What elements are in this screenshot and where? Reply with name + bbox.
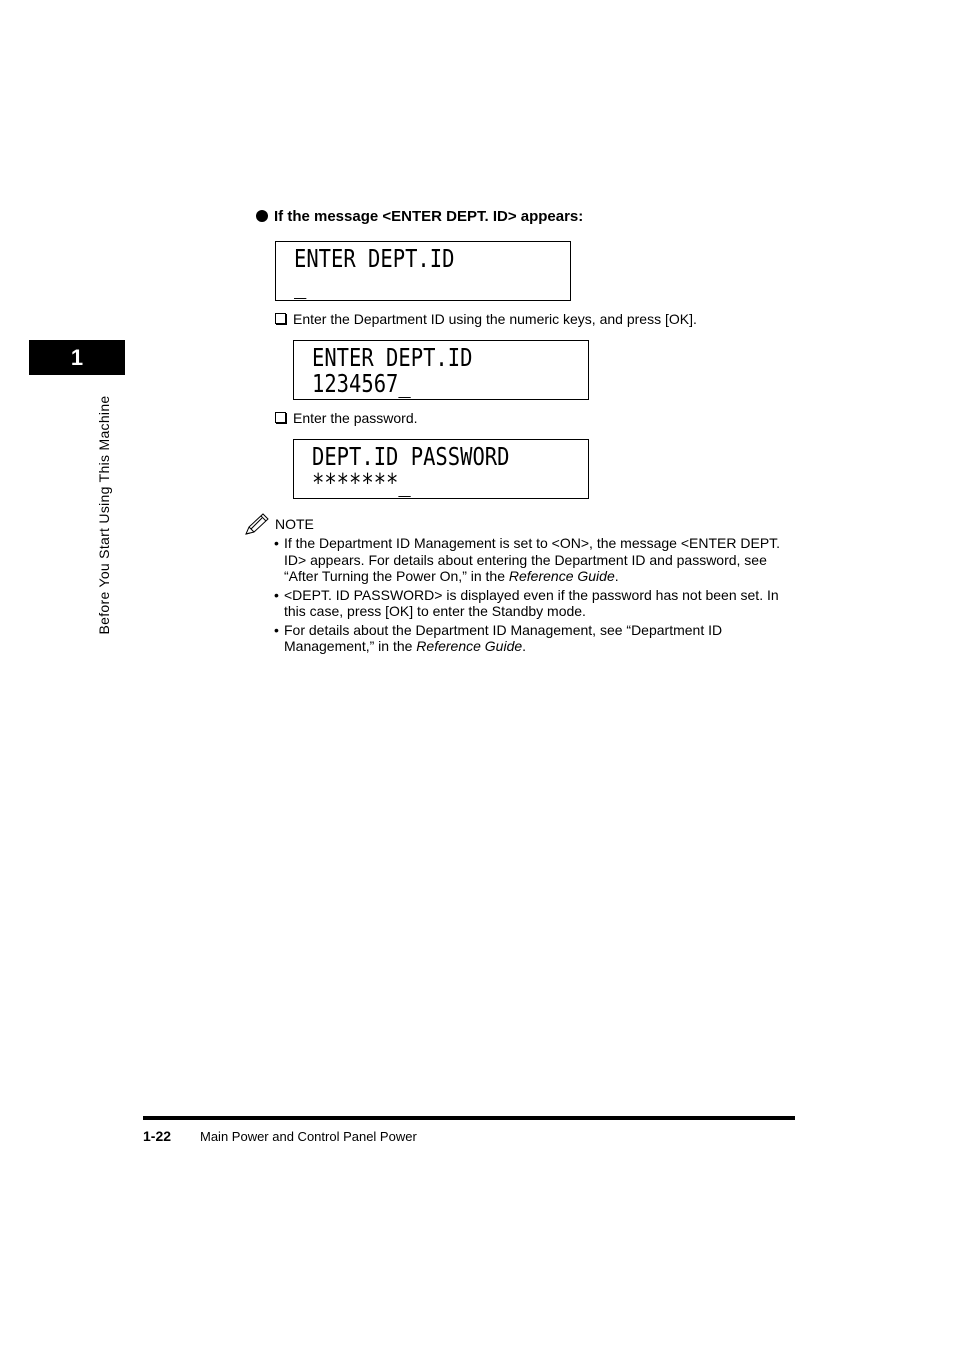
bullet-dot-icon xyxy=(256,210,268,222)
lcd-line-1: ENTER DEPT.ID xyxy=(294,244,455,273)
lcd-display-dept-id-password xyxy=(293,439,589,499)
step-text: Enter the Department ID using the numeric keys, and press [OK]. xyxy=(293,311,697,327)
section-heading-text: If the message <ENTER DEPT. ID> appears: xyxy=(274,208,584,225)
section-heading xyxy=(256,208,583,225)
checkbox-icon xyxy=(275,412,286,423)
lcd-line-1: ENTER DEPT.ID xyxy=(312,343,473,372)
step-enter-password xyxy=(275,410,418,426)
note-item: • <DEPT. ID PASSWORD> is displayed even if the password has not been set. In this case, press [OK] to enter the Standby mode. xyxy=(274,587,790,620)
chapter-side-title: Before You Start Using This Machine xyxy=(96,395,112,635)
pencil-note-icon xyxy=(244,512,270,536)
step-text: Enter the password. xyxy=(293,410,418,426)
lcd-display-dept-id-entered xyxy=(293,340,589,400)
note-label: NOTE xyxy=(275,516,314,532)
lcd-line-2: _ xyxy=(294,270,307,299)
lcd-line-2: *******_ xyxy=(312,468,411,497)
footer-section-title: Main Power and Control Panel Power xyxy=(200,1129,417,1144)
step-enter-dept-id xyxy=(275,311,697,327)
chapter-tab xyxy=(29,340,125,375)
footer-rule xyxy=(143,1116,795,1120)
lcd-display-enter-dept-id xyxy=(275,241,571,301)
note-item: • If the Department ID Management is set to <ON>, the message <ENTER DEPT. ID> appears. For details about entering the Department ID and password, see “After Turning the Power On,” in the Reference Guide. xyxy=(274,535,790,585)
note-list xyxy=(274,535,790,657)
lcd-line-1: DEPT.ID PASSWORD xyxy=(312,442,510,471)
page-number: 1-22 xyxy=(143,1128,172,1144)
note-item: • For details about the Department ID Management, see “Department ID Management,” in the Reference Guide. xyxy=(274,622,790,655)
chapter-number: 1 xyxy=(70,344,84,370)
checkbox-icon xyxy=(275,313,286,324)
lcd-line-2: 1234567_ xyxy=(312,369,411,398)
